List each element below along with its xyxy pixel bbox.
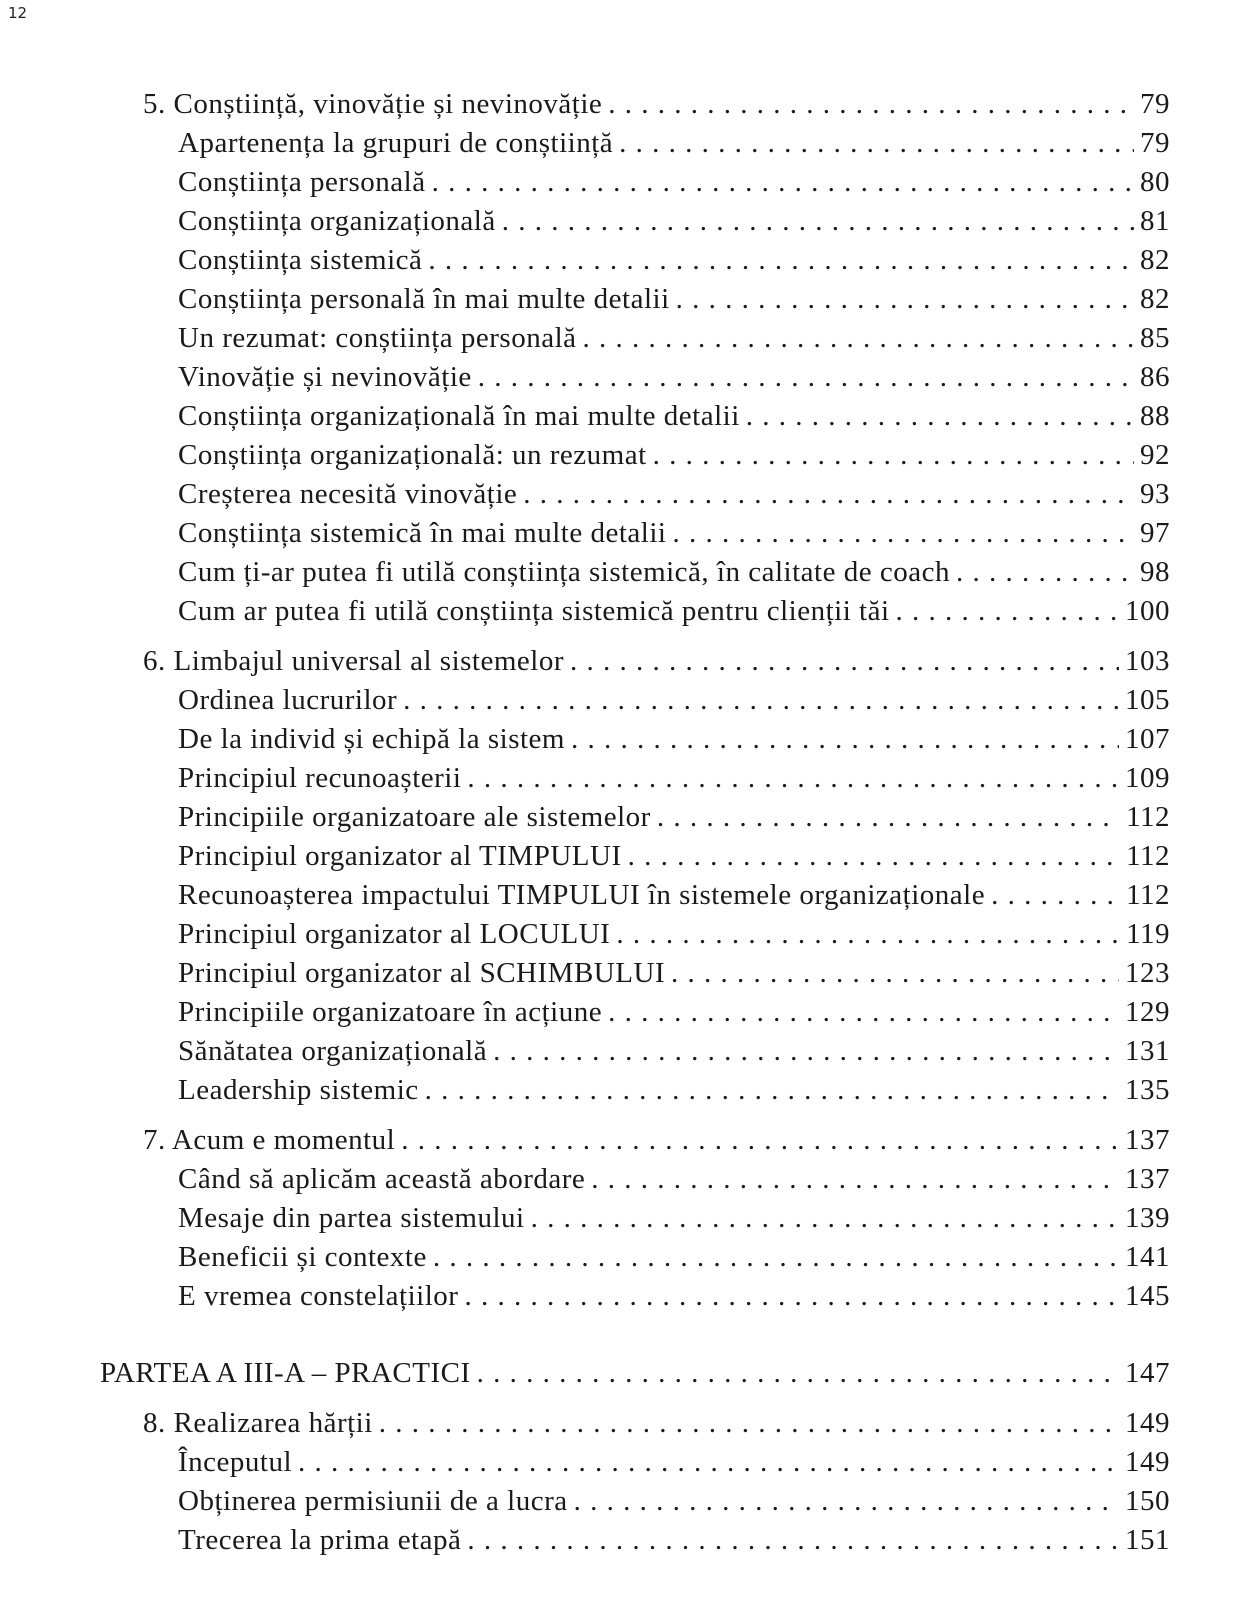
toc-entry-page: 93: [1140, 478, 1170, 510]
toc-entry-page: 137: [1125, 1163, 1170, 1195]
toc-entry-page: 150: [1125, 1485, 1170, 1517]
toc-entry-page: 149: [1125, 1446, 1170, 1478]
toc-entry-page: 137: [1125, 1124, 1170, 1156]
toc-entry-page: 149: [1125, 1407, 1170, 1439]
toc-entry-section[interactable]: [0, 1482, 1246, 1521]
toc-entry-title: Vinovăție și nevinovăție: [178, 361, 472, 393]
toc-entry-chapter[interactable]: [0, 642, 1246, 681]
toc-entry-page: 97: [1140, 517, 1170, 549]
dot-leader: [571, 720, 1119, 759]
table-of-contents: [0, 85, 1246, 1560]
toc-entry-title: 6. Limbajul universal al sistemelor: [143, 645, 564, 677]
toc-entry-title: Apartenența la grupuri de conștiință: [178, 127, 614, 159]
toc-entry-section[interactable]: [0, 358, 1246, 397]
toc-entry-section[interactable]: [0, 553, 1246, 592]
toc-entry-title: Începutul: [178, 1446, 293, 1478]
toc-entry-page: 129: [1125, 996, 1170, 1028]
toc-entry-title: Principiile organizatoare ale sistemelor: [178, 801, 651, 833]
toc-entry-page: 145: [1125, 1280, 1170, 1312]
dot-leader: [477, 1354, 1119, 1393]
toc-entry-title: Leadership sistemic: [178, 1074, 419, 1106]
toc-entry-title: Obținerea permisiunii de a lucra: [178, 1485, 568, 1517]
dot-leader: [428, 241, 1134, 280]
toc-entry-section[interactable]: [0, 319, 1246, 358]
toc-entry-page: 86: [1140, 361, 1170, 393]
dot-leader: [467, 759, 1119, 798]
dot-leader: [478, 358, 1134, 397]
toc-entry-page: 82: [1140, 283, 1170, 315]
toc-entry-section[interactable]: [0, 163, 1246, 202]
toc-entry-title: Conștiința personală: [178, 166, 426, 198]
toc-entry-title: 7. Acum e momentul: [143, 1124, 396, 1156]
toc-entry-section[interactable]: [0, 1071, 1246, 1110]
toc-entry-title: Cum ar putea fi utilă conștiința sistemică pentru clienții tăi: [178, 595, 890, 627]
toc-entry-page: 79: [1140, 127, 1170, 159]
dot-leader: [401, 1121, 1119, 1160]
toc-entry-section[interactable]: [0, 514, 1246, 553]
toc-entry-page: 131: [1125, 1035, 1170, 1067]
toc-entry-section[interactable]: [0, 798, 1246, 837]
toc-entry-title: De la individ și echipă la sistem: [178, 723, 565, 755]
toc-entry-section[interactable]: [0, 202, 1246, 241]
toc-entry-section[interactable]: [0, 436, 1246, 475]
toc-entry-section[interactable]: [0, 1032, 1246, 1071]
toc-entry-title: Conștiința sistemică în mai multe detalii: [178, 517, 667, 549]
toc-entry-title: Conștiința organizațională: [178, 205, 496, 237]
toc-entry-section[interactable]: [0, 280, 1246, 319]
dot-leader: [467, 1521, 1119, 1560]
toc-entry-title: 5. Conștiință, vinovăție și nevinovăție: [143, 88, 603, 120]
dot-leader: [608, 85, 1134, 124]
toc-entry-section[interactable]: [0, 124, 1246, 163]
dot-leader: [583, 319, 1134, 358]
toc-entry-page: 100: [1125, 595, 1170, 627]
toc-entry-page: 112: [1126, 879, 1170, 911]
toc-entry-section[interactable]: [0, 241, 1246, 280]
dot-leader: [956, 553, 1134, 592]
toc-entry-chapter[interactable]: [0, 1121, 1246, 1160]
toc-entry-section[interactable]: [0, 1521, 1246, 1560]
dot-leader: [379, 1404, 1119, 1443]
toc-entry-part[interactable]: [0, 1354, 1246, 1393]
toc-entry-section[interactable]: [0, 1199, 1246, 1238]
dot-leader: [628, 837, 1120, 876]
toc-entry-chapter[interactable]: [0, 1404, 1246, 1443]
dot-leader: [991, 876, 1120, 915]
dot-leader: [619, 124, 1134, 163]
toc-entry-title: Principiul organizator al TIMPULUI: [178, 840, 622, 872]
dot-leader: [425, 1071, 1119, 1110]
toc-entry-title: Conștiința sistemică: [178, 244, 423, 276]
dot-leader: [657, 798, 1120, 837]
dot-leader: [502, 202, 1134, 241]
toc-entry-section[interactable]: [0, 475, 1246, 514]
dot-leader: [676, 280, 1134, 319]
dot-leader: [746, 397, 1134, 436]
toc-entry-title: Principiile organizatoare în acțiune: [178, 996, 603, 1028]
toc-entry-page: 85: [1140, 322, 1170, 354]
toc-entry-title: E vremea constelațiilor: [178, 1280, 459, 1312]
toc-entry-section[interactable]: [0, 592, 1246, 631]
toc-entry-section[interactable]: [0, 954, 1246, 993]
toc-entry-title: Conștiința organizațională: un rezumat: [178, 439, 647, 471]
toc-entry-title: Sănătatea organizațională: [178, 1035, 488, 1067]
toc-entry-section[interactable]: [0, 1160, 1246, 1199]
toc-entry-section[interactable]: [0, 1443, 1246, 1482]
toc-entry-page: 81: [1140, 205, 1170, 237]
toc-entry-page: 109: [1125, 762, 1170, 794]
toc-entry-section[interactable]: [0, 876, 1246, 915]
dot-leader: [464, 1277, 1119, 1316]
toc-entry-title: Cum ți-ar putea fi utilă conștiința sistemică, în calitate de coach: [178, 556, 950, 588]
dot-leader: [403, 681, 1119, 720]
toc-entry-title: Mesaje din partea sistemului: [178, 1202, 525, 1234]
toc-entry-page: 123: [1125, 957, 1170, 989]
toc-entry-section[interactable]: [0, 915, 1246, 954]
toc-entry-page: 98: [1140, 556, 1170, 588]
toc-entry-title: Ordinea lucrurilor: [178, 684, 398, 716]
dot-leader: [523, 475, 1134, 514]
toc-entry-title: Principiul organizator al SCHIMBULUI: [178, 957, 666, 989]
toc-entry-page: 105: [1125, 684, 1170, 716]
toc-entry-page: 141: [1125, 1241, 1170, 1273]
dot-leader: [570, 642, 1119, 681]
toc-entry-page: 112: [1126, 840, 1170, 872]
toc-entry-section[interactable]: [0, 993, 1246, 1032]
toc-entry-title: 8. Realizarea hărții: [143, 1407, 373, 1439]
toc-entry-page: 79: [1140, 88, 1170, 120]
toc-entry-section[interactable]: [0, 397, 1246, 436]
dot-leader: [574, 1482, 1119, 1521]
toc-entry-section[interactable]: [0, 681, 1246, 720]
dot-leader: [531, 1199, 1119, 1238]
toc-entry-title: PARTEA A III-A – PRACTICI: [100, 1357, 471, 1389]
toc-entry-title: Creșterea necesită vinovăție: [178, 478, 518, 510]
toc-entry-page: 88: [1140, 400, 1170, 432]
dot-leader: [432, 163, 1134, 202]
toc-entry-page: 139: [1125, 1202, 1170, 1234]
toc-entry-title: Recunoașterea impactului TIMPULUI în sistemele organizaționale: [178, 879, 986, 911]
toc-entry-page: 151: [1125, 1524, 1170, 1556]
toc-entry-page: 135: [1125, 1074, 1170, 1106]
toc-entry-section[interactable]: [0, 759, 1246, 798]
dot-leader: [608, 993, 1119, 1032]
toc-entry-page: 92: [1140, 439, 1170, 471]
toc-entry-title: Trecerea la prima etapă: [178, 1524, 462, 1556]
dot-leader: [672, 514, 1134, 553]
toc-entry-title: Beneficii și contexte: [178, 1241, 427, 1273]
toc-entry-section[interactable]: [0, 1238, 1246, 1277]
toc-entry-title: Principiul organizator al LOCULUI: [178, 918, 611, 950]
toc-entry-page: 107: [1125, 723, 1170, 755]
toc-entry-title: Principiul recunoașterii: [178, 762, 462, 794]
toc-entry-title: Când să aplicăm această abordare: [178, 1163, 586, 1195]
toc-entry-page: 80: [1140, 166, 1170, 198]
toc-entry-page: 112: [1126, 801, 1170, 833]
dot-leader: [671, 954, 1119, 993]
dot-leader: [896, 592, 1119, 631]
page-number: 12: [8, 4, 28, 22]
toc-entry-title: Conștiința organizațională în mai multe detalii: [178, 400, 740, 432]
dot-leader: [433, 1238, 1119, 1277]
toc-entry-page: 119: [1126, 918, 1170, 950]
toc-entry-chapter[interactable]: [0, 85, 1246, 124]
toc-entry-title: Conștiința personală în mai multe detalii: [178, 283, 670, 315]
dot-leader: [298, 1443, 1119, 1482]
toc-entry-page: 82: [1140, 244, 1170, 276]
toc-entry-section[interactable]: [0, 720, 1246, 759]
dot-leader: [653, 436, 1134, 475]
toc-entry-section[interactable]: [0, 837, 1246, 876]
toc-entry-section[interactable]: [0, 1277, 1246, 1316]
toc-entry-page: 147: [1125, 1357, 1170, 1389]
dot-leader: [493, 1032, 1119, 1071]
toc-entry-page: 103: [1125, 645, 1170, 677]
toc-entry-title: Un rezumat: conștiința personală: [178, 322, 577, 354]
dot-leader: [616, 915, 1120, 954]
dot-leader: [591, 1160, 1119, 1199]
